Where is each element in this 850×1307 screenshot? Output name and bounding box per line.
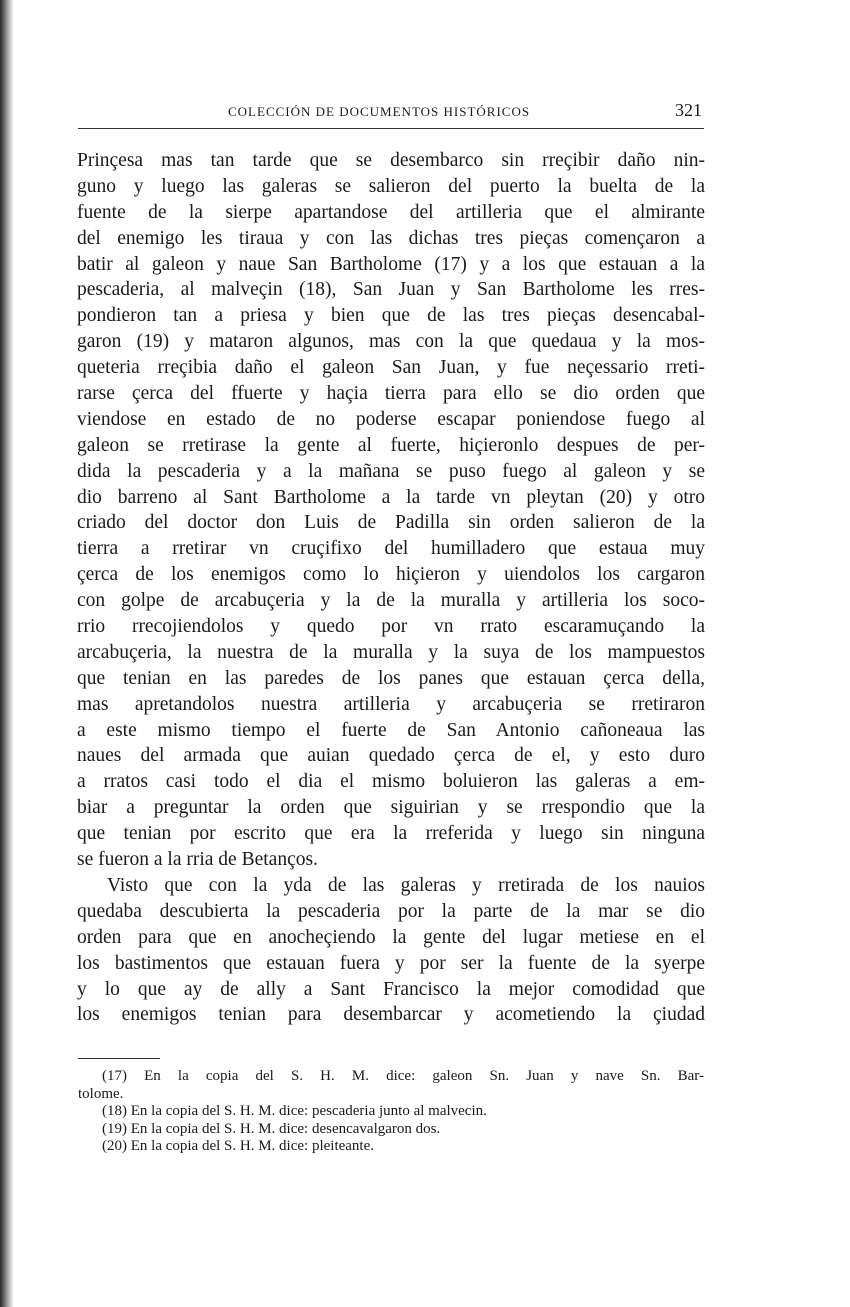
footnote-line: tolome.: [78, 1085, 124, 1102]
text-line: los enemigos tenian para desembarcar y acometiendo la çiudad: [77, 1004, 705, 1026]
scan-shadow-edge: [0, 0, 14, 1307]
text-line: fuente de la sierpe apartandose del artilleria que el almirante: [77, 201, 705, 223]
text-line: queteria rreçibia daño el galeon San Juan, y fue neçessario rreti-: [77, 357, 705, 379]
text-line: dida la pescaderia y a la mañana se puso fuego al galeon y se: [77, 460, 705, 482]
text-line: garon (19) y mataron algunos, mas con la que quedaua y la mos-: [77, 331, 705, 353]
footnotes: [78, 1068, 704, 1156]
text-line: mas apretandolos nuestra artilleria y arcabuçeria se rretiraron: [77, 693, 705, 715]
text-line: los bastimentos que estauan fuera y por ser la fuente de la syerpe: [77, 952, 705, 974]
text-line: rarse çerca del ffuerte y haçia tierra para ello se dio orden que: [77, 383, 705, 405]
text-line: con golpe de arcabuçeria y la de la muralla y artilleria los soco-: [77, 590, 705, 612]
footnote-line: (19) En la copia del S. H. M. dice: desencavalgaron dos.: [102, 1120, 441, 1137]
footnote-line: (18) En la copia del S. H. M. dice: pescaderia junto al malvecin.: [102, 1103, 487, 1119]
text-line: y lo que ay de ally a Sant Francisco la mejor comodidad que: [77, 978, 705, 1000]
body-text: [77, 148, 705, 1028]
text-line: dio barreno al Sant Bartholome a la tarde vn pleytan (20) y otro: [77, 486, 705, 508]
text-line: del enemigo les tiraua y con las dichas tres pieças començaron a: [77, 227, 705, 249]
text-line: que tenian por escrito que era la rreferida y luego sin ninguna: [77, 823, 705, 845]
text-line: biar a preguntar la orden que siguirian y se rrespondio que la: [77, 797, 705, 819]
text-line: batir al galeon y naue San Bartholome (17) y a los que estauan a la: [77, 253, 705, 275]
footnote-line: (20) En la copia del S. H. M. dice: pleiteante.: [102, 1138, 374, 1154]
text-line: que tenian en las paredes de los panes que estauan çerca della,: [77, 667, 705, 689]
text-line: orden para que en anocheçiendo la gente del lugar metiese en el: [77, 926, 705, 948]
page-number: 321: [675, 100, 702, 120]
text-line: viendose en estado de no poderse escapar poniendose fuego al: [77, 408, 705, 430]
text-line: rrio rrecojiendolos y quedo por vn rrato escaramuçando la: [77, 616, 705, 638]
text-line: a rratos casi todo el dia el mismo boluieron las galeras a em-: [77, 771, 705, 793]
text-line: quedaba descubierta la pescaderia por la parte de la mar se dio: [77, 900, 705, 922]
running-head: COLECCIÓN DE DOCUMENTOS HISTÓRICOS: [228, 104, 531, 119]
text-line: pescaderia, al malveçin (18), San Juan y San Bartholome les rres-: [77, 279, 705, 301]
text-line: guno y luego las galeras se salieron del puerto la buelta de la: [77, 175, 705, 197]
text-line: naues del armada que auian quedado çerca de el, y esto duro: [77, 745, 705, 767]
footnote-rule: [78, 1058, 160, 1059]
page-header: [78, 100, 704, 129]
text-line: tierra a rretirar vn cruçifixo del humilladero que estaua muy: [77, 538, 705, 560]
text-line: çerca de los enemigos como lo hiçieron y uiendolos los cargaron: [77, 564, 705, 586]
text-line: pondieron tan a priesa y bien que de las tres pieças desencabal-: [77, 305, 705, 327]
text-line: criado del doctor don Luis de Padilla sin orden salieron de la: [77, 512, 705, 534]
text-line: arcabuçeria, la nuestra de la muralla y la suya de los mampuestos: [77, 641, 705, 663]
footnote-line: (17) En la copia del S. H. M. dice: galeon Sn. Juan y nave Sn. Bar-: [102, 1068, 704, 1084]
text-line: a este mismo tiempo el fuerte de San Antonio cañoneaua las: [77, 719, 705, 741]
text-line: Prinçesa mas tan tarde que se desembarco sin rreçibir daño nin-: [77, 150, 705, 171]
text-line: se fueron a la rria de Betanços.: [77, 849, 318, 871]
text-line: Visto que con la yda de las galeras y rretirada de los nauios: [107, 874, 705, 896]
text-line: galeon se rretirase la gente al fuerte, hiçieronlo despues de per-: [77, 434, 705, 456]
